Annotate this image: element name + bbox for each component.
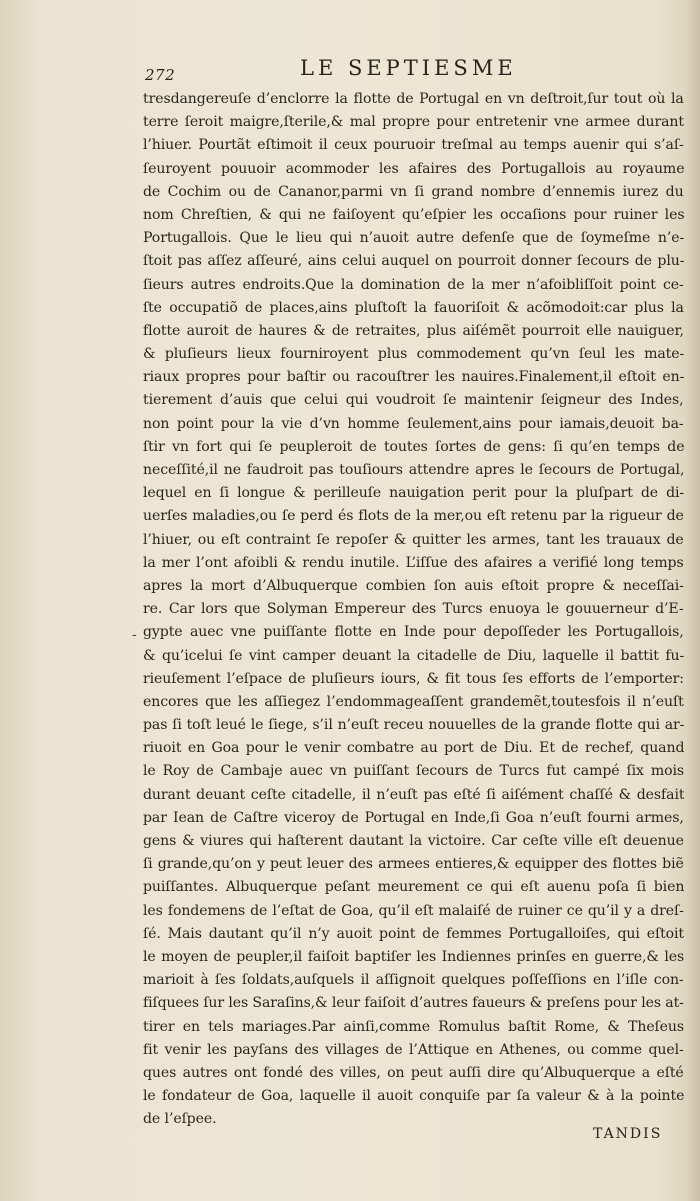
text-line: encores que les aſſiegez l’endommageaſſent grandemẽt,toutesfois il n’euſt (143, 693, 684, 710)
body-text (143, 88, 684, 1131)
text-line: par Iean de Caſtre viceroy de Portugal en Inde,ſi Goa n’euſt fourni armes, (143, 809, 684, 826)
text-line: les fondemens de l’eſtat de Goa, qu’il eſt malaiſé de ruiner ce qu’il y a dreſ- (143, 902, 684, 919)
text-line: ſé. Mais dautant qu’il n’y auoit point de femmes Portugalloiſes, qui eſtoit (143, 925, 684, 942)
text-line: ſtir vn fort qui ſe peupleroit de toutes ſortes de gens: ſi qu’en temps de (143, 438, 684, 455)
text-line: nom Chreſtien, & qui ne faiſoyent qu’eſpier les occaſions pour ruiner les (143, 206, 684, 223)
text-line: ſieurs autres endroits.Que la domination de la mer n’afoibliſſoit point ce- (143, 276, 684, 293)
text-line: ſeuroyent pouuoir acommoder les afaires des Portugallois au royaume (143, 160, 684, 177)
running-head (0, 56, 700, 86)
text-line: rieuſement l’eſpace de pluſieurs iours, & fit tous ſes efforts de l’emporter: (143, 670, 684, 687)
text-line: ſtoit pas aſſez aſſeuré, ains celui auquel on pourroit donner ſecours de plu- (143, 253, 684, 270)
text-line: le moyen de peupler,il faiſoit baptiſer les Indiennes prinſes en guerre,& les (143, 948, 684, 965)
text-line: & qu’icelui ſe vint camper deuant la citadelle de Diu, laquelle il battit fu- (143, 647, 684, 664)
text-line: marioit à ſes ſoldats,auſquels il aſſignoit quelques poſſeſſions en l’iſle con- (143, 972, 684, 989)
text-line: le Roy de Cambaje auec vn puiſſant ſecours de Turcs fut campé ſix mois (143, 763, 684, 780)
text-line: ques autres ont fondé des villes, on peut auſſi dire qu’Albuquerque a eſté (143, 1064, 684, 1081)
text-line: l’hiuer, ou eſt contraint ſe repoſer & quitter les armes, tant les trauaux de (143, 531, 684, 548)
text-line: puiſſantes. Albuquerque peſant meurement ce qui eſt auenu poſa ſi bien (143, 879, 684, 896)
catchword: TANDIS (593, 1126, 663, 1142)
text-line: de l’eſpee. (143, 1111, 217, 1128)
text-line: ſte occupatiõ de places,ains pluſtoſt la fauoriſoit & acõmodoit:car plus la (143, 299, 684, 316)
margin-mark: - (132, 627, 137, 643)
text-line: terre ſeroit maigre,ſterile,& mal propre pour entretenir vne armee durant (143, 114, 684, 131)
text-line: durant deuant ceſte citadelle, il n’euſt pas eſté ſi aiſément chaſſé & desfait (143, 786, 684, 803)
text-line: gypte auec vne puiſſante flotte en Inde pour depoſſeder les Portugallois, (143, 624, 684, 641)
text-line: non point pour la vie d’vn homme ſeulement,ains pour iamais,deuoit ba- (143, 415, 684, 432)
text-line: riuoit en Goa pour le venir combatre au port de Diu. Et de rechef, quand (143, 740, 684, 757)
text-line: Portugallois. Que le lieu qui n’auoit autre defenſe que de ſoymeſme n’e- (143, 230, 684, 247)
page-number: 272 (145, 66, 176, 84)
text-line: la mer l’ont afoibli & rendu inutile. L’iſſue des afaires a verifié long temps (143, 554, 684, 571)
text-line: flotte auroit de haures & de retraites, plus aiſémẽt pourroit elle nauiguer, (143, 322, 684, 339)
text-line: le fondateur de Goa, laquelle il auoit conquiſe par ſa valeur & à la pointe (143, 1088, 684, 1105)
text-line: l’hiuer. Pourtãt eſtimoit il ceux pouruoir treſmal au temps auenir qui s’aſ- (143, 137, 684, 154)
text-line: apres la mort d’Albuquerque combien ſon auis eſtoit propre & neceſſai- (143, 577, 684, 594)
text-line: pas ſi toſt leué le ſiege, s’il n’euſt receu nouuelles de la grande flotte qui ar- (143, 717, 684, 734)
text-line: fit venir les payſans des villages de l’Attique en Athenes, ou comme quel- (143, 1041, 684, 1058)
text-line: de Cochim ou de Cananor,parmi vn ſi grand nombre d’ennemis iurez du (143, 183, 684, 200)
page-edge-shading (686, 0, 700, 1201)
text-line: tresdangereuſe d’enclorre la flotte de Portugal en vn deſtroit,ſur tout où la (143, 91, 684, 107)
text-line: fiſquees ſur les Saraſins,& leur faiſoit d’autres faueurs & preſens pour les at- (143, 995, 684, 1012)
text-line: tierement d’auis que celui qui voudroit ſe maintenir ſeigneur des Indes, (143, 392, 684, 409)
text-line: neceſſité,il ne faudroit pas touſiours attendre apres le ſecours de Portugal, (143, 462, 684, 478)
text-line: re. Car lors que Solyman Empereur des Turcs enuoya le gouuerneur d’E- (143, 601, 684, 618)
text-line: gens & viures qui haſterent dautant la victoire. Car ceſte ville eſt deuenue (143, 833, 684, 849)
text-line: lequel en ſi longue & perilleuſe nauigation perit pour la pluſpart de di- (143, 485, 684, 502)
text-line: uerſes maladies,ou ſe perd és flots de la mer,ou eſt retenu par la rigueur de (143, 508, 684, 525)
text-line: ſi grande,qu’on y peut leuer des armees entieres,& equipper des flottes biẽ (143, 856, 684, 873)
text-line: riaux propres pour baſtir ou racouſtrer les nauires.Finalement,il eſtoit en- (143, 369, 684, 386)
running-title: LE SEPTIESME (300, 56, 517, 80)
text-line: tirer en tels mariages.Par ainſi,comme Romulus baſtit Rome, & Theſeus (143, 1018, 684, 1035)
text-line: & pluſieurs lieux fourniroyent plus commodement qu’vn ſeul les mate- (143, 346, 684, 363)
